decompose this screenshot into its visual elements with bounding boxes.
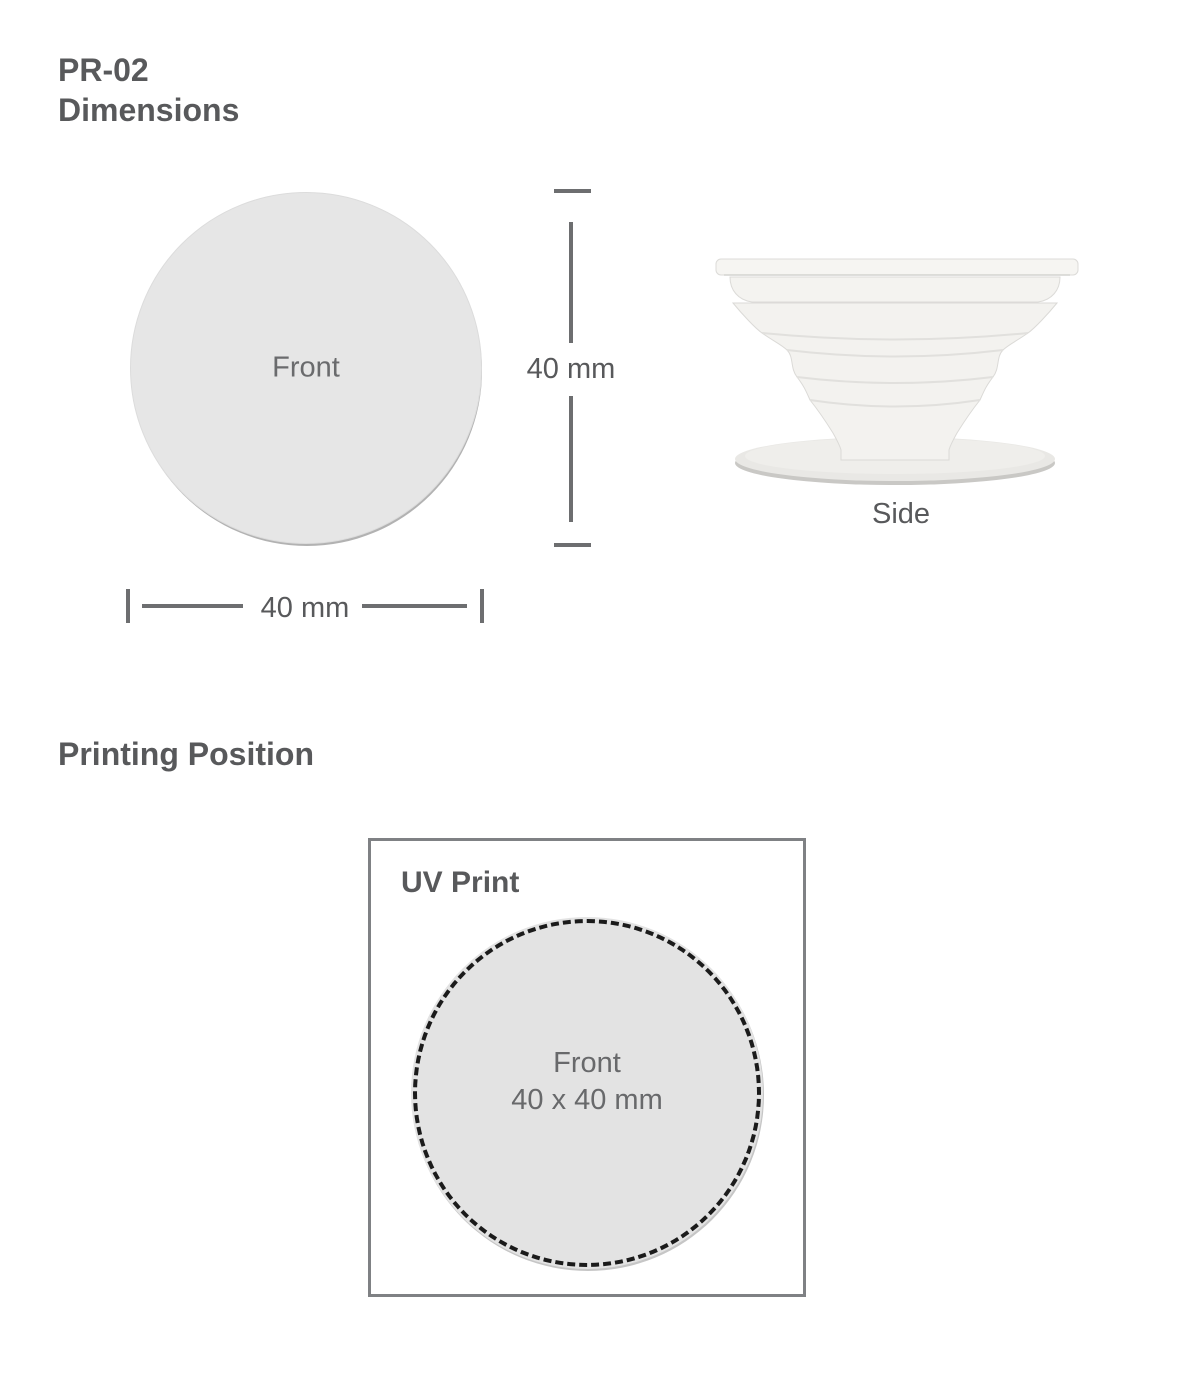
side-view-label: Side (871, 498, 931, 530)
side-view-photo (700, 250, 1095, 495)
width-dimension-right-tick (480, 589, 484, 623)
width-dimension-left-tick (126, 589, 130, 623)
page-header (58, 50, 239, 130)
width-dimension-label: 40 mm (260, 592, 350, 624)
dimensions-title: Dimensions (58, 92, 240, 128)
side-top-lip (730, 277, 1060, 302)
front-view-label: Front (272, 351, 340, 384)
height-dimension-top-tick (554, 189, 591, 193)
side-accordion-body (733, 303, 1057, 460)
height-dimension-upper-line (569, 222, 573, 343)
uv-print-box (368, 838, 806, 1297)
uv-print-label: UV Print (401, 866, 520, 899)
print-area-circle (411, 917, 763, 1269)
front-view-circle (130, 192, 482, 544)
width-dimension-right-line (362, 604, 467, 608)
printing-position-title: Printing Position (58, 736, 314, 772)
width-dimension-left-line (142, 604, 243, 608)
height-dimension-lower-line (569, 396, 573, 522)
print-area-text (511, 1045, 663, 1119)
height-dimension-label: 40 mm (526, 353, 616, 385)
height-dimension-bottom-tick (554, 543, 591, 547)
print-area-position-label: Front (553, 1047, 621, 1079)
side-top-disc (716, 259, 1078, 275)
product-code: PR-02 (58, 52, 149, 88)
print-area-size-label: 40 x 40 mm (511, 1084, 663, 1116)
